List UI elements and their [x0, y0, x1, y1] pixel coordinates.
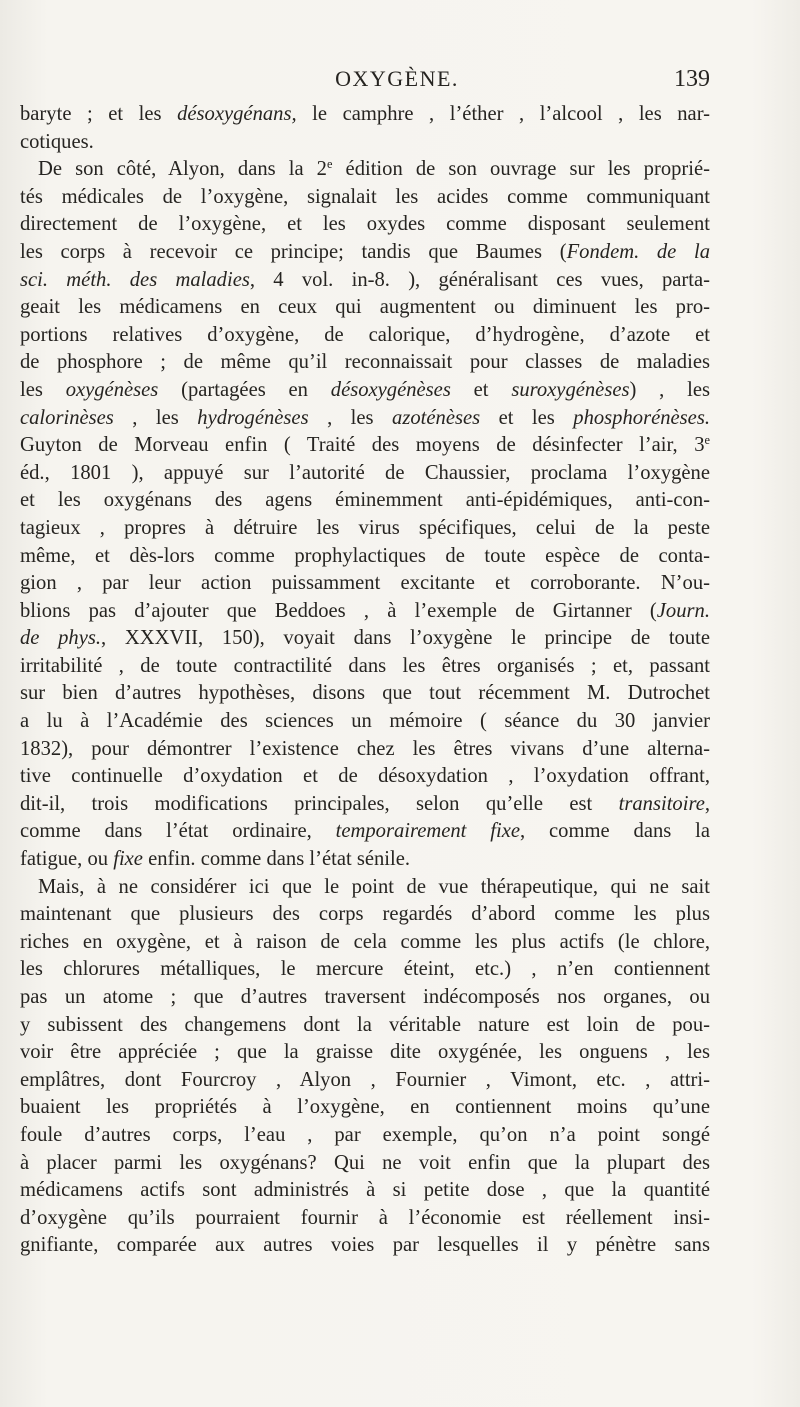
text-run: , — [704, 792, 710, 815]
text-run: baryte ; et les — [20, 103, 178, 125]
text-run: édition de son ouvrage sur les proprié- — [332, 158, 710, 181]
text-run: et — [450, 378, 512, 401]
text-line — [20, 598, 710, 626]
italic-run: phosphorénèses. — [573, 406, 710, 429]
text-run: même, et dès-lors comme prophylactiques de toute espèce de conta- — [20, 544, 710, 567]
text-line — [20, 1039, 710, 1067]
text-line — [20, 1094, 710, 1122]
text-run: tagieux , propres à détruire les virus spécifiques, celui de la peste — [20, 516, 710, 539]
superscript: e — [326, 157, 333, 172]
text-line — [20, 267, 710, 295]
text-line — [20, 846, 710, 874]
text-run: dit-il, trois modifications principales, selon qu’elle est — [20, 792, 619, 815]
text-line — [20, 653, 710, 681]
text-line — [20, 791, 710, 819]
text-run: geait les médicamens en ceux qui augmentent ou diminuent les pro- — [20, 296, 710, 319]
text-line — [20, 1177, 710, 1205]
text-run: enfin. comme dans l’état sénile. — [142, 848, 411, 871]
text-line — [20, 570, 710, 598]
text-run: emplâtres, dont Fourcroy , Alyon , Fournier , Vimont, etc. , attri- — [20, 1068, 710, 1091]
italic-run: désoxygénèses — [330, 378, 451, 401]
text-run: gnifiante, comparée aux autres voies par lesquelles il y pénètre sans — [20, 1234, 710, 1257]
text-run: voir être appréciée ; que la graisse dite oxygénée, les onguens , les — [20, 1041, 710, 1064]
text-line — [20, 101, 710, 129]
text-run: d’oxygène qu’ils pourraient fournir à l’économie est réellement insi- — [20, 1206, 710, 1229]
text-run: à placer parmi les oxygénans? Qui ne voit enfin que la plupart des — [20, 1151, 710, 1174]
text-line — [20, 322, 710, 350]
italic-run: Journ. — [656, 599, 710, 622]
text-run: (partagées en — [158, 378, 331, 401]
page-header — [22, 66, 772, 100]
text-line — [20, 956, 710, 984]
text-run: les — [20, 378, 66, 401]
text-line — [20, 349, 710, 377]
text-line — [20, 460, 710, 488]
text-line — [20, 432, 710, 460]
text-line — [20, 239, 710, 267]
text-line — [20, 680, 710, 708]
text-run: irritabilité , de toute contractilité dans les êtres organisés ; et, passant — [20, 654, 710, 677]
text-run: et les — [480, 406, 574, 429]
text-run: pas un atome ; que d’autres traversent indécomposés nos organes, ou — [20, 986, 710, 1008]
text-run: foule d’autres corps, l’eau , par exemple, qu’on n’a point songé — [20, 1123, 710, 1146]
text-run: 1832), pour démontrer l’existence chez les êtres vivans d’une alterna- — [20, 737, 710, 760]
italic-run: sci. méth. des maladies — [20, 268, 250, 291]
text-line — [20, 487, 710, 515]
text-run: De son côté, Alyon, dans la 2 — [38, 158, 327, 181]
italic-run: de phys. — [20, 627, 102, 650]
text-run: les corps à recevoir ce principe; tandis que Baumes ( — [20, 240, 567, 263]
text-run: blions pas d’ajouter que Beddoes , à l’exemple de Girtanner ( — [20, 599, 657, 622]
superscript: e — [704, 433, 710, 448]
text-run: Guyton de Morveau enfin ( Traité des moyens de désinfecter l’air, 3 — [20, 434, 705, 457]
text-run: , 4 vol. in-8. ), généralisant ces vues, parta- — [249, 268, 711, 291]
text-run: les chlorures métalliques, le mercure éteint, etc.) , n’en contiennent — [20, 958, 710, 981]
text-line — [20, 818, 710, 846]
text-line — [20, 129, 710, 157]
text-run: maintenant que plusieurs des corps regardés d’abord comme les plus — [20, 903, 710, 926]
text-run: sur bien d’autres hypothèses, disons que tout récemment M. Dutrochet — [20, 682, 710, 705]
text-run: , les — [113, 406, 198, 429]
text-run: riches en oxygène, et à raison de cela comme les plus actifs (le chlore, — [20, 930, 710, 953]
text-line — [20, 1012, 710, 1040]
text-run: gion , par leur action puissamment excitante et corroborante. N’ou- — [20, 572, 710, 595]
text-run: a lu à l’Académie des sciences un mémoire ( séance du 30 janvier — [20, 710, 710, 733]
italic-run: fixe — [113, 848, 143, 871]
text-line — [20, 625, 710, 653]
text-run: fatigue, ou — [20, 848, 114, 871]
page-number: 139 — [674, 66, 710, 92]
text-run: cotiques. — [20, 130, 94, 153]
text-line — [20, 405, 710, 433]
text-line — [20, 929, 710, 957]
text-run: tive continuelle d’oxydation et de désoxydation , l’oxydation offrant, — [20, 765, 710, 788]
text-run: Mais, à ne considérer ici que le point de vue thérapeutique, qui ne sait — [38, 875, 710, 898]
text-line — [20, 901, 710, 929]
running-title: OXYGÈNE. — [335, 66, 459, 91]
text-run: comme dans l’état ordinaire, — [20, 820, 336, 843]
text-line — [20, 874, 710, 902]
text-run: , comme dans la — [520, 820, 710, 843]
italic-run: temporairement fixe — [335, 820, 521, 843]
text-run: portions relatives d’oxygène, de calorique, d’hydrogène, d’azote et — [20, 323, 710, 346]
text-run: buaient les propriétés à l’oxygène, en contiennent moins qu’une — [20, 1096, 710, 1119]
text-line — [20, 1067, 710, 1095]
text-run: médicamens actifs sont administrés à si petite dose , que la quantité — [20, 1179, 710, 1202]
italic-run: calorinèses — [20, 406, 114, 429]
text-line — [20, 1150, 710, 1178]
text-line — [20, 984, 710, 1012]
text-run: , les — [308, 406, 393, 429]
text-run: éd., 1801 ), appuyé sur l’autorité de Chaussier, proclama l’oxygène — [20, 461, 710, 484]
italic-run: suroxygénèses — [511, 378, 630, 401]
text-line — [20, 736, 710, 764]
text-line — [20, 1232, 710, 1260]
italic-run: transitoire — [618, 792, 705, 815]
text-line — [20, 543, 710, 571]
text-line — [20, 763, 710, 791]
text-run: directement de l’oxygène, et les oxydes comme disposant seulement — [20, 213, 710, 236]
body-text — [20, 101, 710, 1260]
text-line — [20, 377, 710, 405]
text-line — [20, 515, 710, 543]
text-line — [20, 1122, 710, 1150]
italic-run: oxygénèses — [65, 378, 159, 401]
text-line — [20, 184, 710, 212]
text-line — [20, 1205, 710, 1233]
text-run: le camphre , l’éther , l’alcool , les nar- — [296, 103, 710, 125]
text-line — [20, 211, 710, 239]
text-run: ) , les — [629, 378, 710, 401]
text-run: , XXXVII, 150), voyait dans l’oxygène le principe de toute — [101, 627, 710, 650]
italic-run: azoténèses — [392, 406, 481, 429]
text-run: et les oxygénans des agens éminemment anti-épidémiques, anti-con- — [20, 489, 710, 512]
text-run: y subissent des changemens dont la véritable nature est loin de pou- — [20, 1013, 710, 1036]
text-line — [20, 156, 710, 184]
text-run: de phosphore ; de même qu’il reconnaissait pour classes de maladies — [20, 351, 710, 374]
italic-run: Fondem. de la — [566, 240, 710, 263]
text-run: tés médicales de l’oxygène, signalait les acides comme communiquant — [20, 185, 710, 208]
italic-run: désoxygénans, — [177, 103, 297, 125]
text-line — [20, 708, 710, 736]
italic-run: hydrogénèses — [197, 406, 309, 429]
text-line — [20, 294, 710, 322]
